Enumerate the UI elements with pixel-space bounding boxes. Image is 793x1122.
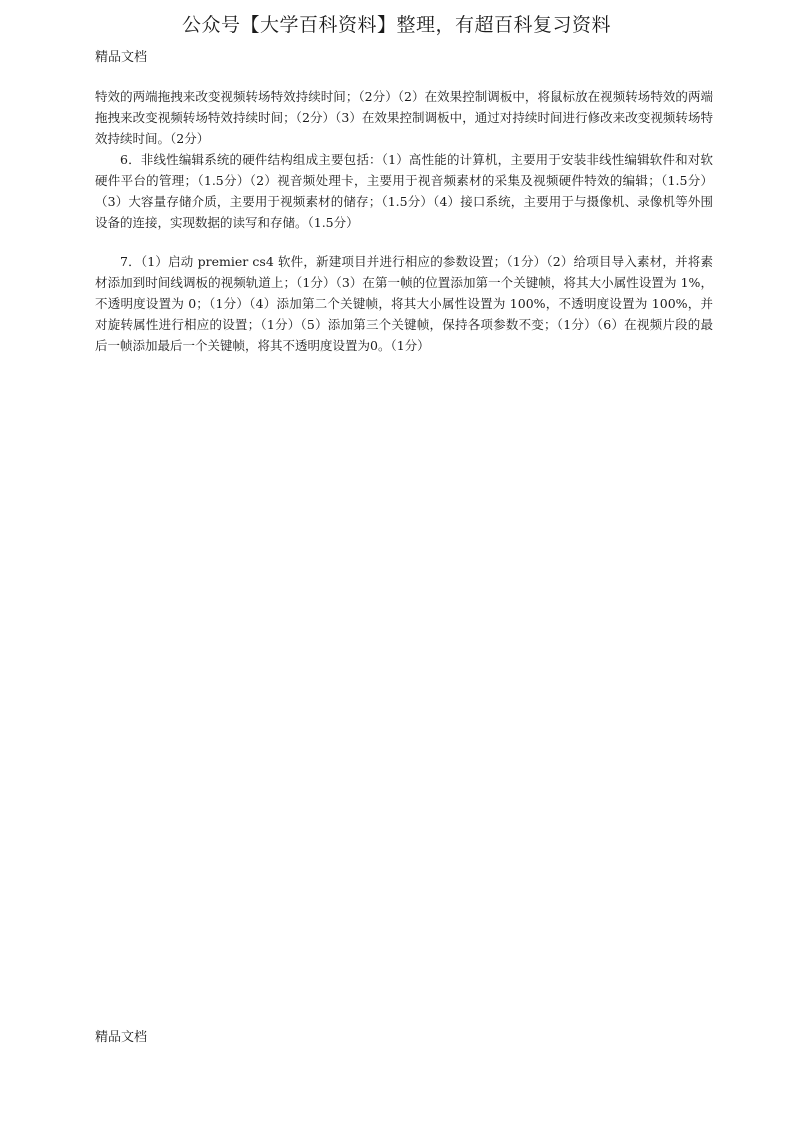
watermark-bottom: 精品文档 [95,1030,148,1045]
paragraph-answer-6: 6．非线性编辑系统的硬件结构组成主要包括：（1）高性能的计算机，主要用于安装非线性编辑软件和对软硬件平台的管理；（1.5分）（2）视音频处理卡，主要用于视音频素材的采集及视频硬件特效的编辑；（1.5分）（3）大容量存储介质，主要用于视频素材的储存；（1.5分）（4）接口系统，主要用于与摄像机、录像机等外围设备的连接，实现数据的读写和存储。（1.5分） [95,152,713,230]
watermark-top: 精品文档 [95,50,148,65]
paragraph-continuation: 特效的两端拖拽来改变视频转场特效持续时间；（2分）（2）在效果控制调板中，将鼠标放在视频转场特效的两端拖拽来改变视频转场特效持续时间；（2分）（3）在效果控制调板中，通过对持续时间进行修改来改变视频转场特效持续时间。（2分） [95,89,713,146]
page-header: 公众号【大学百科资料】整理，有超百科复习资料 [181,14,611,36]
paragraph-answer-7: 7．（1）启动 premier cs4 软件，新建项目并进行相应的参数设置；（1分）（2）给项目导入素材，并将素材添加到时间线调板的视频轨道上；（1分）（3）在第一帧的位置添加第一个关键帧，将其大小属性设置为 1%，不透明度设置为 0；（1分）（4）添加第二个关键帧，将其大小属性设置为 100%，不透明度设置为 100%，并对旋转属性进行相应的设置；（1分）（5）添加第三个关键帧，保持各项参数不变；（1分）（6）在视频片段的最后一帧添加最后一个关键帧，将其不透明度设置为0。（1分） [95,254,713,353]
document-body [95,86,713,356]
